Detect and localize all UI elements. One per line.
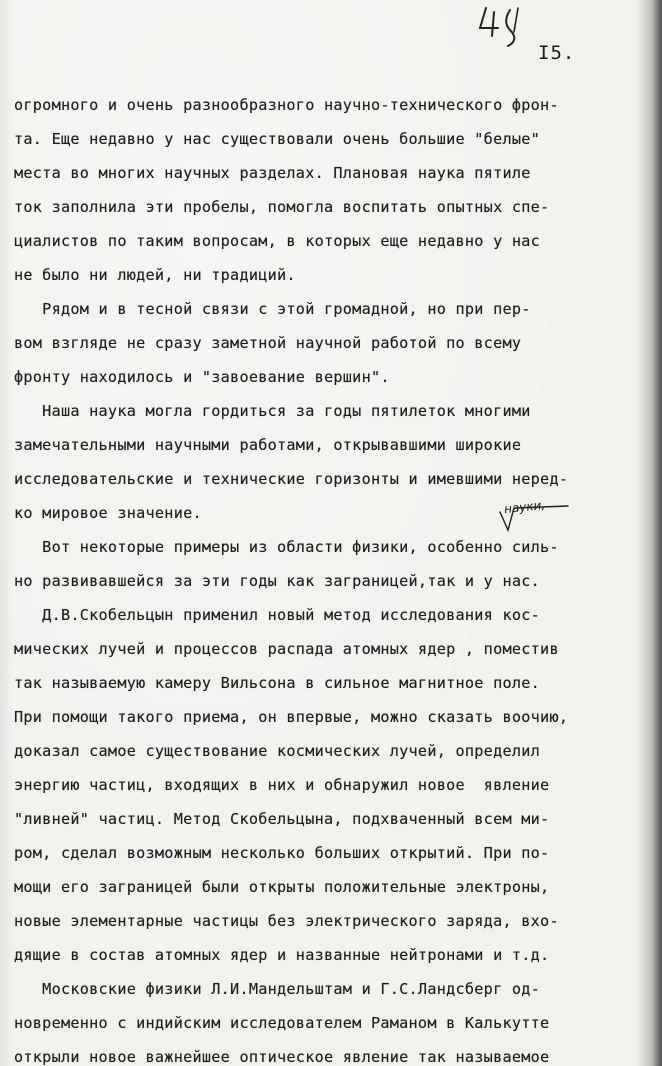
text-line: новые элементарные частицы без электрического заряда, вхо- (14, 912, 559, 930)
text-line: фронту находилось и "завоевание вершин". (14, 368, 390, 386)
text-line: "ливней" частиц. Метод Скобельцына, подхваченный всем ми- (14, 810, 550, 828)
text-line: места во многих научных разделах. Плановая наука пятиле (14, 164, 531, 182)
text-line: исследовательские и технические горизонты и имевшими неред- (14, 470, 569, 488)
text-line: Московские физики Л.И.Мандельштам и Г.С.Ландсберг од- (14, 980, 541, 998)
text-line: дящие в состав атомных ядер и названные нейтронами и т.д. (14, 946, 550, 964)
text-line: доказал самое существование космических лучей, определил (14, 742, 541, 760)
text-line: циалистов по таким вопросам, в которых еще недавно у нас (14, 232, 541, 250)
page-number: I5. (538, 42, 576, 64)
text-line: вом взгляде не сразу заметной научной работой по всему (14, 334, 522, 352)
text-line: ко мировое значение. (14, 504, 202, 522)
text-line: огромного и очень разнообразного научно-технического фрон- (14, 96, 559, 114)
text-line: ток заполнила эти пробелы, помогла воспитать опытных спе- (14, 198, 550, 216)
text-line: замечательными научными работами, открывавшими широкие (14, 436, 522, 454)
text-line: мощи его заграницей были открыты положительные электроны, (14, 878, 550, 896)
text-line: та. Еще недавно у нас существовали очень большие "белые" (14, 130, 541, 148)
handwritten-page-mark (476, 2, 536, 50)
text-line: так называемую камеру Вильсона в сильное магнитное поле. (14, 674, 541, 692)
text-line: Наша наука могла гордиться за годы пятилеток многими (14, 402, 531, 420)
text-line: Вот некоторые примеры из области физики, особенно силь- (14, 538, 559, 556)
text-line: не было ни людей, ни традиций. (14, 266, 296, 284)
text-line: Рядом и в тесной связи с этой громадной, но при пер- (14, 300, 531, 318)
typed-body-text (14, 88, 650, 1066)
text-line: При помощи такого приема, он впервые, можно сказать воочию, (14, 708, 569, 726)
handwritten-insertion-note: науки, (503, 497, 546, 517)
scan-edge-shadow (652, 0, 662, 1066)
text-line: энергию частиц, входящих в них и обнаружил новое явление (14, 776, 550, 794)
text-line: новременно с индийским исследователем Раманом в Калькутте (14, 1014, 550, 1032)
text-line: мических лучей и процессов распада атомных ядер , поместив (14, 640, 559, 658)
text-line: ром, сделал возможным несколько больших открытий. При по- (14, 844, 550, 862)
text-line: Д.В.Скобельцын применил новый метод исследования кос- (14, 606, 541, 624)
text-line: открыли новое важнейшее оптическое явление так называемое (14, 1048, 550, 1066)
text-line: но развивавшейся за эти годы как заграницей,так и у нас. (14, 572, 541, 590)
